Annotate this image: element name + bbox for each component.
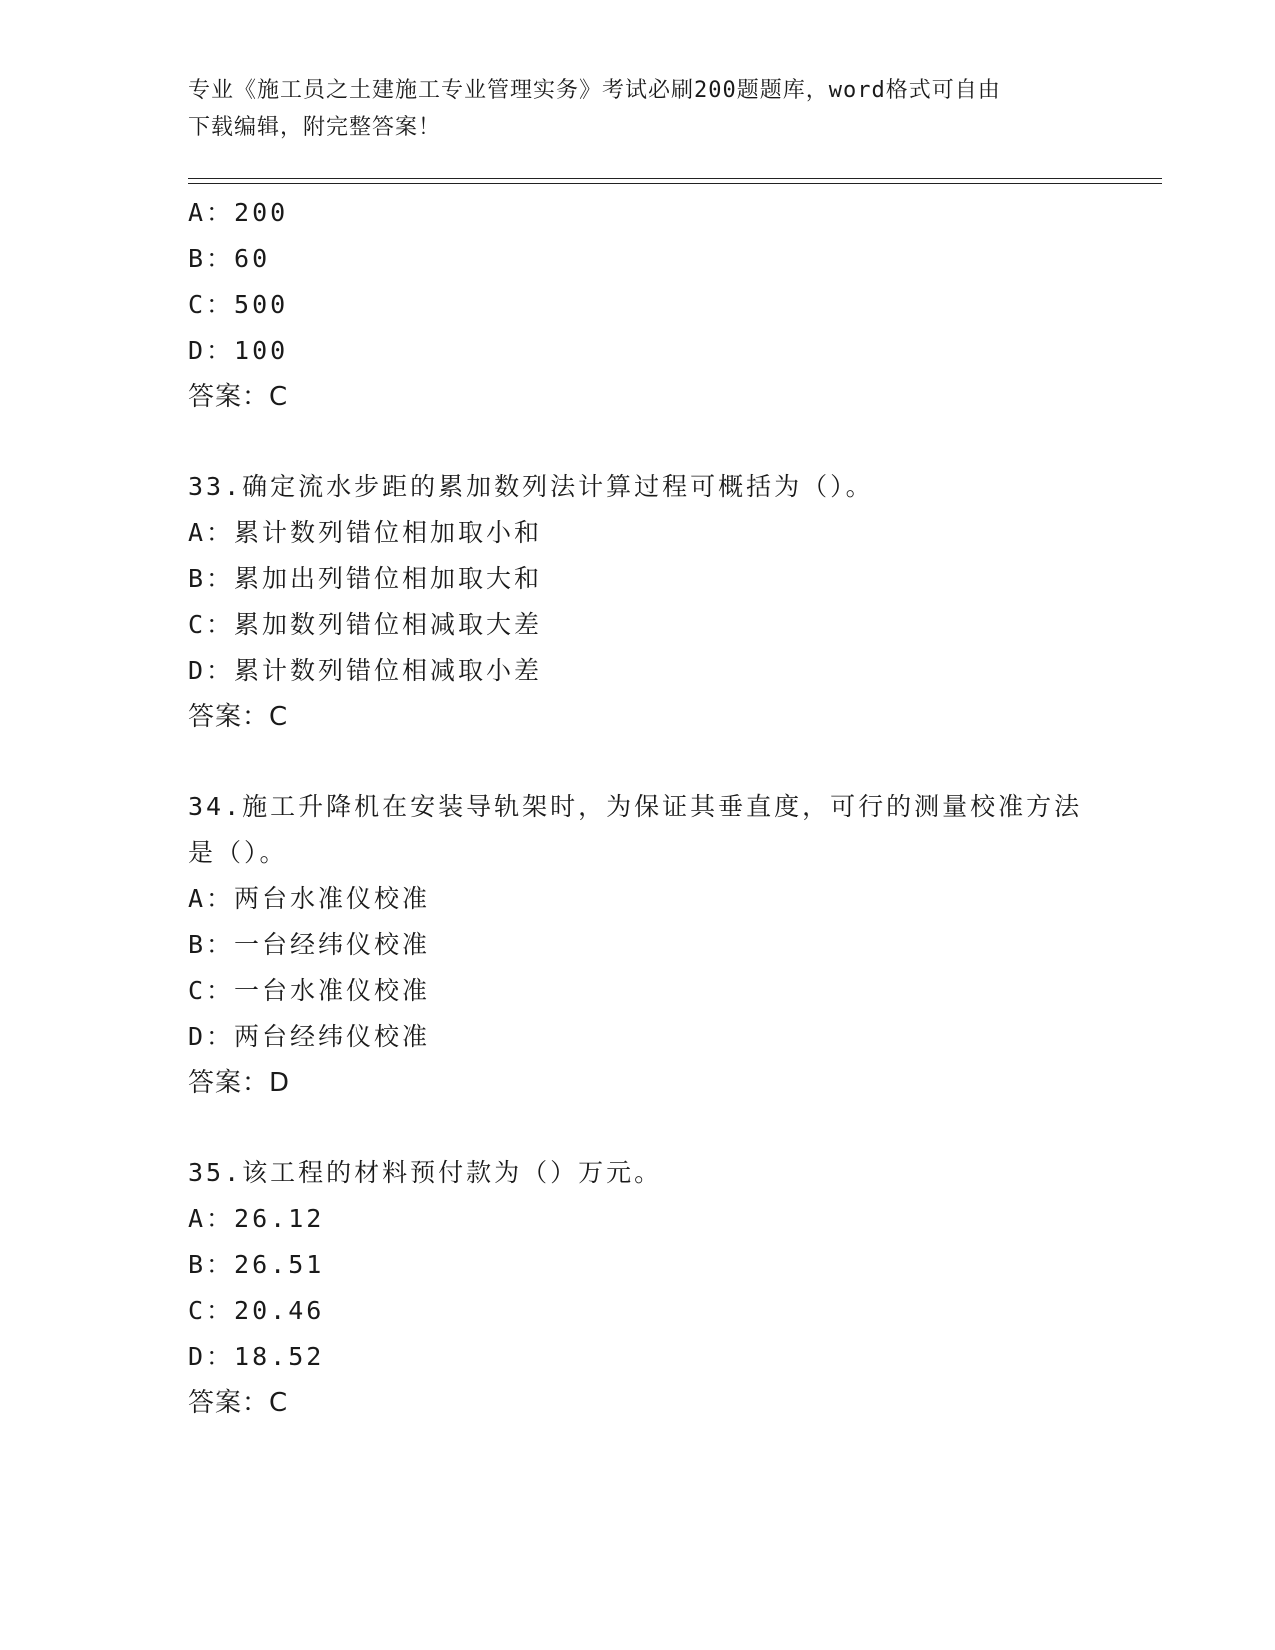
document-header <box>188 72 1088 146</box>
option-b: B：一台经纬仪校准 <box>188 930 431 959</box>
question-block-35 <box>188 1150 1088 1426</box>
header-rule-top <box>188 178 1162 179</box>
option-a: A：两台水准仪校准 <box>188 884 431 913</box>
option-c: C：20.46 <box>188 1296 325 1325</box>
option-b: B：60 <box>188 244 271 273</box>
option-c: C：一台水准仪校准 <box>188 976 431 1005</box>
option-b: B：累加出列错位相加取大和 <box>188 564 543 593</box>
question-text: 35.该工程的材料预付款为（）万元。 <box>188 1158 663 1187</box>
question-text: 34.施工升降机在安装导轨架时，为保证其垂直度，可行的测量校准方法是（）。 <box>188 792 1083 867</box>
header-line-2: 下载编辑，附完整答案！ <box>188 115 442 140</box>
option-a: A：26.12 <box>188 1204 325 1233</box>
option-d: D：100 <box>188 336 289 365</box>
option-d: D：累计数列错位相减取小差 <box>188 656 543 685</box>
spacer <box>188 420 1088 464</box>
answer: 答案：D <box>188 1068 291 1098</box>
spacer <box>188 1106 1088 1150</box>
option-d: D：两台经纬仪校准 <box>188 1022 431 1051</box>
question-block-34 <box>188 784 1088 1106</box>
option-c: C：累加数列错位相减取大差 <box>188 610 543 639</box>
option-c: C：500 <box>188 290 289 319</box>
answer: 答案：C <box>188 1388 289 1418</box>
header-line-1: 专业《施工员之土建施工专业管理实务》考试必刷200题题库，word格式可自由 <box>188 78 1001 103</box>
option-a: A：累计数列错位相加取小和 <box>188 518 543 547</box>
option-d: D：18.52 <box>188 1342 325 1371</box>
answer: 答案：C <box>188 382 289 412</box>
header-rule-bottom <box>188 183 1162 184</box>
spacer <box>188 740 1088 784</box>
answer: 答案：C <box>188 702 289 732</box>
question-block-33 <box>188 464 1088 740</box>
question-block-32 <box>188 190 1088 420</box>
option-a: A：200 <box>188 198 289 227</box>
document-body <box>188 190 1088 1426</box>
question-text: 33.确定流水步距的累加数列法计算过程可概括为（）。 <box>188 472 874 501</box>
option-b: B：26.51 <box>188 1250 325 1279</box>
